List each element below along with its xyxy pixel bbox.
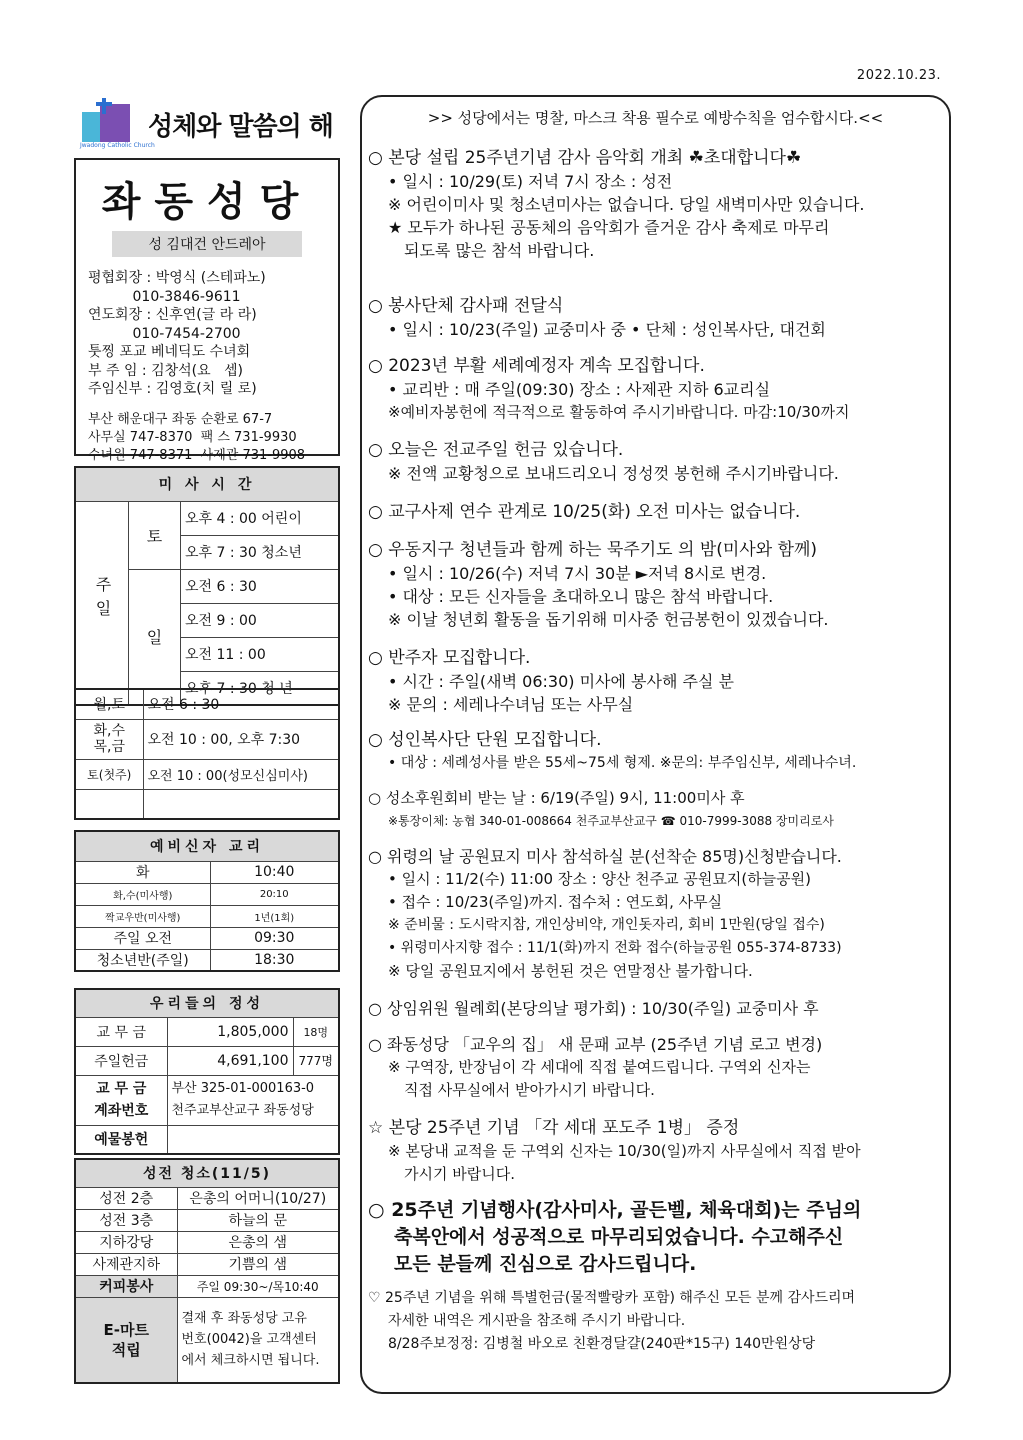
- notice-nameplate: [368, 1033, 943, 1102]
- notice-no-mass: [368, 501, 943, 524]
- mass-time: 오전 6 : 30: [181, 569, 340, 603]
- weekday-label: 화,수 목,금: [75, 719, 143, 759]
- cleaning-group: 은총의 샘: [177, 1231, 339, 1253]
- notice-line: ※ 문의 : 세레나수녀님 또는 사무실: [388, 695, 634, 714]
- cleaning-title: 성전 청소(11/5): [75, 1159, 339, 1187]
- notice-header: >> 성당에서는 명찰, 마스크 착용 필수로 예방수칙을 엄수합시다.<<: [427, 109, 884, 127]
- notice-title: ○ 성인복사단 단원 모집합니다.: [368, 730, 602, 750]
- cleaning-group: 주일 09:30~/목10:40: [177, 1275, 339, 1297]
- class-time: 10:40: [210, 861, 339, 883]
- notice-line: ※ 당일 공원묘지에서 봉헌된 것은 연말정산 불가합니다.: [388, 962, 753, 980]
- notice-cemetery-mass: [368, 845, 943, 983]
- notice-line: • 교리반 : 매 주일(09:30) 장소 : 사제관 지하 6교리실: [388, 380, 771, 399]
- bulletin-date: 2022.10.23.: [856, 68, 941, 83]
- weekday-time: 오전 10 : 00(성모신심미사): [143, 759, 339, 789]
- notice-title: ☆ 본당 25주년 기념 「각 세대 포도주 1병」 증정: [368, 1118, 740, 1138]
- notice-concert: [368, 147, 943, 262]
- weekday-time: [143, 789, 339, 819]
- notice-line: • 접수 : 10/23(주일)까지. 접수처 : 연도회, 사무실: [388, 893, 723, 911]
- catechumen-table: [74, 830, 340, 972]
- offering-amount: 4,691,100: [167, 1046, 293, 1075]
- notice-line: 가시기 바랍니다.: [404, 1165, 515, 1183]
- church-emblem-icon: [80, 98, 155, 150]
- notice-title: ○ 봉사단체 감사패 전달식: [368, 296, 564, 316]
- class-time: 18:30: [210, 949, 339, 971]
- cleaning-table: [74, 1158, 340, 1384]
- emart-text: 결재 후 좌동성당 고유 번호(0042)을 고객센터 에서 체크하시면 됩니다.: [177, 1297, 339, 1383]
- notice-line: 축복안에서 성공적으로 마무리되었습니다. 수고해주신: [394, 1226, 844, 1248]
- weekday-time: 오전 6 : 30: [143, 689, 339, 719]
- notice-title: ○ 위령의 날 공원묘지 미사 참석하실 분(선착순 85명)신청받습니다.: [368, 847, 842, 866]
- notice-line: ※통장이체: 농협 340-01-008664 천주교부산교구 ☎ 010-7999-3088 장미리로사: [388, 814, 834, 828]
- mass-schedule-title: 미 사 시 간: [75, 467, 339, 501]
- notice-line: ※ 구역장, 반장님이 각 세대에 직접 붙여드립니다. 구역외 신자는: [388, 1058, 811, 1076]
- notice-wine-gift: [368, 1117, 943, 1186]
- account-label: 교 무 금 계좌번호: [75, 1075, 167, 1125]
- notice-line: ※ 본당내 교적을 둔 구역외 신자는 10/30(일)까지 사무실에서 직접 받아: [388, 1142, 861, 1160]
- church-name: 좌동성당: [101, 178, 313, 225]
- notice-panel: [360, 95, 951, 1394]
- notice-title: ○ 본당 설립 25주년기념 감사 음악회 개최 ☘초대합니다☘: [368, 148, 802, 168]
- notice-mission-sunday: [368, 439, 943, 485]
- church-info-box: [74, 158, 340, 463]
- notice-line: 되도록 많은 참석 바랍니다.: [404, 241, 595, 260]
- weekday-label: 토(첫주): [75, 759, 143, 789]
- notice-line: 8/28주보정정: 김병철 바오로 친환경달걀(240판*15구) 140만원상당: [388, 1336, 816, 1352]
- cleaning-place: 성전 2층: [75, 1187, 177, 1209]
- notice-anniversary-thanks: [368, 1197, 943, 1278]
- notice-line: • 일시 : 10/23(주일) 교중미사 중 • 단체 : 성인복사단, 대건회: [388, 320, 826, 339]
- notice-line: • 일시 : 11/2(수) 11:00 장소 : 양산 천주교 공원묘지(하늘공원): [388, 870, 812, 888]
- sunday-day-label: 일: [129, 569, 181, 705]
- logo-subtitle: Jwadong Catholic Church: [80, 142, 155, 149]
- notice-line: 자세한 내역은 게시판을 참조해 주시기 바랍니다.: [388, 1313, 686, 1329]
- offering-amount: 1,805,000: [167, 1017, 293, 1046]
- notice-line: 직접 사무실에서 받아가시기 바랍니다.: [404, 1081, 655, 1099]
- mass-schedule-table: [74, 466, 340, 706]
- notice-line: 모든 분들께 진심으로 감사드립니다.: [394, 1253, 697, 1275]
- notice-line: • 일시 : 10/26(수) 저녁 7시 30분 ►저녁 8시로 변경.: [388, 564, 767, 583]
- notice-line: • 대상 : 세례성사를 받은 55세~75세 형제. ※문의: 부주임신부, 세레나수녀.: [388, 755, 857, 771]
- cleaning-place: 성전 3층: [75, 1209, 177, 1231]
- notice-line: ○ 25주년 기념행사(감사미사, 골든벨, 체육대회)는 주님의: [368, 1199, 862, 1221]
- patron-saint: 성 김대건 안드레아: [112, 231, 302, 257]
- notice-title: ○ 오늘은 전교주일 헌금 있습니다.: [368, 440, 624, 460]
- notice-title: ○ 상임위원 월례회(본당의날 평가회) : 10/30(주일) 교중미사 후: [368, 999, 819, 1018]
- class-day: 짝교우반(미사행): [75, 905, 210, 927]
- notice-line: • 일시 : 10/29(토) 저녁 7시 장소 : 성전: [388, 172, 673, 191]
- notice-special-offering: [368, 1287, 943, 1356]
- cleaning-group: 하늘의 문: [177, 1209, 339, 1231]
- notice-vocation-fee: [368, 787, 943, 833]
- emart-label: E-마트 적립: [75, 1297, 177, 1383]
- notice-line: ※ 전액 교황청으로 보내드리오니 정성껏 봉헌해 주시기바랍니다.: [388, 464, 839, 483]
- notice-baptism: [368, 355, 943, 424]
- class-day: 청소년반(주일): [75, 949, 210, 971]
- mass-time: 오후 7 : 30 청소년: [181, 535, 340, 569]
- mass-time: 오전 9 : 00: [181, 603, 340, 637]
- notice-line: • 대상 : 모든 신자들을 초대하오니 많은 참석 바랍니다.: [388, 587, 774, 606]
- notice-line: ★ 모두가 하나된 공동체의 음악회가 즐거운 감사 축제로 마무리: [388, 218, 830, 237]
- weekday-label: [75, 789, 143, 819]
- cleaning-place: 지하강당: [75, 1231, 177, 1253]
- notice-line: ♡ 25주년 기념을 위해 특별헌금(물적빨랑카 포함) 해주신 모든 분께 감사드리며: [368, 1290, 856, 1306]
- class-time: 20:10: [210, 883, 339, 905]
- class-day: 화: [75, 861, 210, 883]
- weekday-time: 오전 10 : 00, 오후 7:30: [143, 719, 339, 759]
- mass-time: 오전 11 : 00: [181, 637, 340, 671]
- cleaning-place: 사제관지하: [75, 1253, 177, 1275]
- offering-count: 777명: [293, 1046, 339, 1075]
- church-address: 부산 해운대구 좌동 순환로 67-7 사무실 747-8370 팩 스 731-9930 수녀원 747-8371 사제관 731-9908: [88, 411, 306, 463]
- notice-organist: [368, 647, 943, 716]
- year-theme-title: 성체와 말씀의 해: [148, 111, 333, 142]
- notice-award: [368, 295, 943, 341]
- notice-line: • 위령미사지향 접수 : 11/1(화)까지 전화 접수(하늘공원 055-374-8733): [388, 940, 842, 956]
- class-time: 1년(1회): [210, 905, 339, 927]
- notice-altar-servers: [368, 729, 943, 775]
- notice-title: ○ 좌동성당 「교우의 집」 새 문패 교부 (25주년 기념 로고 변경): [368, 1035, 823, 1054]
- staff-list: 평협회장 : 박영식 (스테파노) 010-3846-9611 연도회장 : 신후연(글 라 라) 010-7454-2700 툿찡 포교 베네딕도 수녀회 부 주 임 : 김창석(요 셉) 주임신부 : 김영호(치 릴 로): [88, 270, 266, 397]
- notice-line: • 시간 : 주일(새벽 06:30) 미사에 봉사해 주실 분: [388, 672, 734, 691]
- weekday-mass-table: [74, 688, 340, 820]
- offering-table: [74, 988, 340, 1155]
- account-number: 부산 325-01-000163-0 천주교부산교구 좌동성당: [167, 1075, 339, 1125]
- notice-title: ○ 교구사제 연수 관계로 10/25(화) 오전 미사는 없습니다.: [368, 502, 801, 522]
- notice-title: ○ 성소후원회비 받는 날 : 6/19(주일) 9시, 11:00미사 후: [368, 789, 745, 807]
- notice-line: ※ 이날 청년회 활동을 돕기위해 미사중 헌금봉헌이 있겠습니다.: [388, 610, 829, 629]
- notice-title: ○ 반주자 모집합니다.: [368, 648, 531, 668]
- class-day: 화,수(미사행): [75, 883, 210, 905]
- class-day: 주일 오전: [75, 927, 210, 949]
- church-logo: [80, 98, 350, 150]
- catechumen-title: 예비신자 교리: [75, 831, 339, 861]
- offering-count: 18명: [293, 1017, 339, 1046]
- saturday-label: 토: [129, 501, 181, 569]
- notice-title: ○ 우동지구 청년들과 함께 하는 묵주기도 의 밤(미사와 함께): [368, 540, 818, 560]
- notice-title: ○ 2023년 부활 세례예정자 계속 모집합니다.: [368, 356, 705, 376]
- mass-time: 오후 7 : 30 청 년: [181, 671, 340, 705]
- weekday-label: 월,토: [75, 689, 143, 719]
- offering-label: 주일헌금: [75, 1046, 167, 1075]
- cleaning-group: 은총의 어머니(10/27): [177, 1187, 339, 1209]
- notice-line: ※ 준비물 : 도시락지참, 개인상비약, 개인돗자리, 회비 1만원(당일 접수): [388, 917, 825, 933]
- yemul-label: 예물봉헌: [75, 1125, 167, 1154]
- cleaning-group: 기쁨의 샘: [177, 1253, 339, 1275]
- notice-committee: [368, 997, 943, 1020]
- mass-time: 오후 4 : 00 어린이: [181, 501, 340, 535]
- cleaning-place: 커피봉사: [75, 1275, 177, 1297]
- notice-line: ※ 어린이미사 및 청소년미사는 없습니다. 당일 새벽미사만 있습니다.: [388, 195, 865, 214]
- class-time: 09:30: [210, 927, 339, 949]
- offering-label: 교 무 금: [75, 1017, 167, 1046]
- offering-title: 우리들의 정성: [75, 989, 339, 1017]
- sunday-label: 주일: [75, 501, 129, 705]
- notice-rosary-night: [368, 539, 943, 631]
- notice-line: ※예비자봉헌에 적극적으로 활동하여 주시기바랍니다. 마감:10/30까지: [388, 403, 850, 421]
